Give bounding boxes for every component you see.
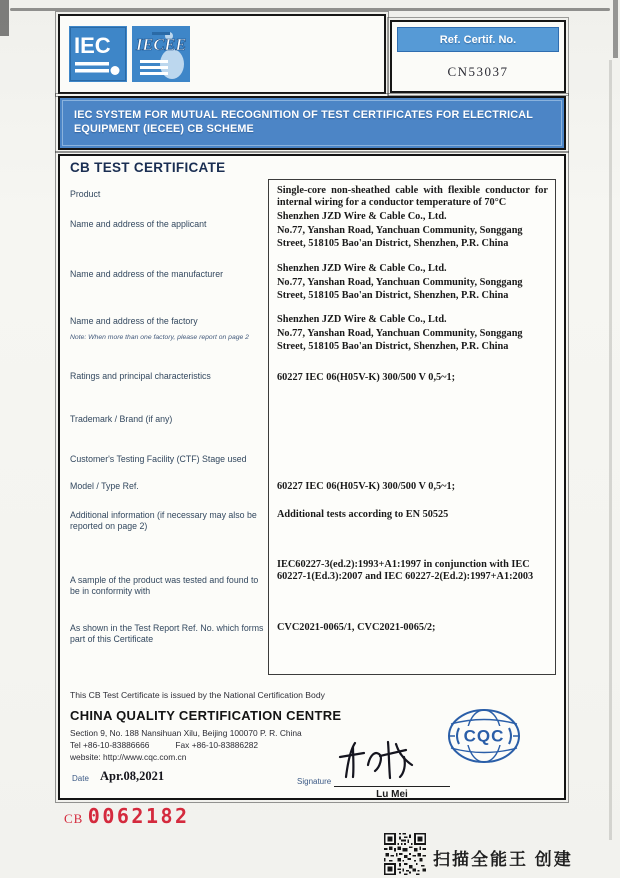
qr-code-icon [384, 833, 426, 875]
label-report: As shown in the Test Report Ref. No. which forms part of this Certificate [70, 623, 264, 644]
scan-shadow-right [609, 60, 612, 840]
value-report: CVC2021-0065/1, CVC2021-0065/2; [277, 622, 436, 633]
ref-certif-number: CN53037 [447, 64, 509, 79]
issuer-fax: Fax +86-10-83886282 [175, 740, 259, 750]
cqc-logo-icon [446, 707, 522, 765]
label-applicant: Name and address of the applicant [70, 219, 207, 229]
iec-logo-icon [69, 26, 127, 82]
label-factory-note: Note: When more than one factory, please report on page 2 [70, 334, 249, 341]
cb-number: 0062182 [87, 804, 190, 828]
signature-label: Signature [297, 777, 332, 786]
issuer-telfax [70, 740, 284, 750]
certificate-title: CB TEST CERTIFICATE [70, 160, 226, 175]
label-conformity: A sample of the product was tested and found to be in conformity with [70, 575, 259, 596]
label-additional: Additional information (if necessary may also be reported on page 2) [70, 510, 257, 531]
value-additional: Additional tests according to EN 50525 [277, 509, 449, 520]
value-conformity: IEC60227-3(ed.2):1993+A1:1997 in conjunction with IEC 60227-1(Ed.3):2007 and IEC 60227-2(Ed.2):1997+A1:2003 [277, 559, 534, 583]
label-manufacturer: Name and address of the manufacturer [70, 269, 224, 279]
iecee-logo-icon [132, 26, 190, 82]
ref-certif-box [390, 20, 566, 93]
date-value: Apr.08,2021 [100, 769, 165, 783]
label-trademark: Trademark / Brand (if any) [70, 414, 173, 424]
issuer-name: CHINA QUALITY CERTIFICATION CENTRE [70, 708, 342, 723]
issued-note: This CB Test Certificate is issued by the National Certification Body [70, 690, 325, 700]
issuer-tel: Tel +86-10-83886666 [70, 740, 150, 750]
signature-line [334, 786, 450, 787]
scheme-banner [58, 96, 566, 150]
camscanner-watermark: 扫描全能王 创建 [433, 850, 573, 869]
value-manufacturer-name: Shenzhen JZD Wire & Cable Co., Ltd. [277, 263, 447, 274]
value-applicant-address: No.77, Yanshan Road, Yanchuan Community, Songgang Street, 518105 Bao'an District, Shenzhen, P.R. China [277, 225, 523, 249]
scheme-banner-text: IEC SYSTEM FOR MUTUAL RECOGNITION OF TEST CERTIFICATES FOR ELECTRICAL EQUIPMENT (IECEE) CB SCHEME [62, 100, 562, 146]
scan-artifact-top-edge [10, 8, 610, 11]
value-applicant [277, 211, 548, 250]
svg-text:IECEE: IECEE [136, 35, 187, 54]
scan-artifact-right-edge [613, 0, 618, 58]
value-ratings: 60227 IEC 06(H05V-K) 300/500 V 0,5~1; [277, 372, 456, 383]
value-factory-address: No.77, Yanshan Road, Yanchuan Community, Songgang Street, 518105 Bao'an District, Shenzhen, P.R. China [277, 328, 523, 352]
cb-certificate-number [64, 804, 190, 828]
header-logo-box [58, 14, 386, 94]
signer-name: Lu Mei [376, 789, 408, 800]
date-label: Date [72, 774, 89, 783]
ref-certif-title: Ref. Certif. No. [397, 27, 559, 52]
value-manufacturer [277, 263, 548, 302]
value-product: Single-core non-sheathed cable with flexible conductor for internal wiring for a conductor temperature of 70°C [277, 185, 548, 209]
label-ratings: Ratings and principal characteristics [70, 371, 211, 381]
value-factory-name: Shenzhen JZD Wire & Cable Co., Ltd. [277, 314, 447, 325]
cb-prefix: CB [64, 811, 84, 826]
handwritten-signature [332, 735, 444, 785]
issuer-website: website: http://www.cqc.com.cn [70, 752, 187, 762]
label-ctf: Customer's Testing Facility (CTF) Stage used [70, 454, 247, 464]
svg-text:CQC: CQC [463, 726, 505, 746]
label-model: Model / Type Ref. [70, 481, 139, 491]
values-box [268, 179, 556, 675]
svg-text:IEC: IEC [74, 33, 111, 58]
value-factory [277, 314, 548, 353]
scan-artifact-corner [0, 0, 9, 36]
label-product: Product [70, 189, 101, 199]
value-model: 60227 IEC 06(H05V-K) 300/500 V 0,5~1; [277, 481, 456, 492]
issuer-address: Section 9, No. 188 Nansihuan Xilu, Beijing 100070 P. R. China [70, 728, 302, 738]
label-factory: Name and address of the factory [70, 316, 198, 326]
value-applicant-name: Shenzhen JZD Wire & Cable Co., Ltd. [277, 211, 447, 222]
value-manufacturer-address: No.77, Yanshan Road, Yanchuan Community, Songgang Street, 518105 Bao'an District, Shenzhen, P.R. China [277, 277, 523, 301]
